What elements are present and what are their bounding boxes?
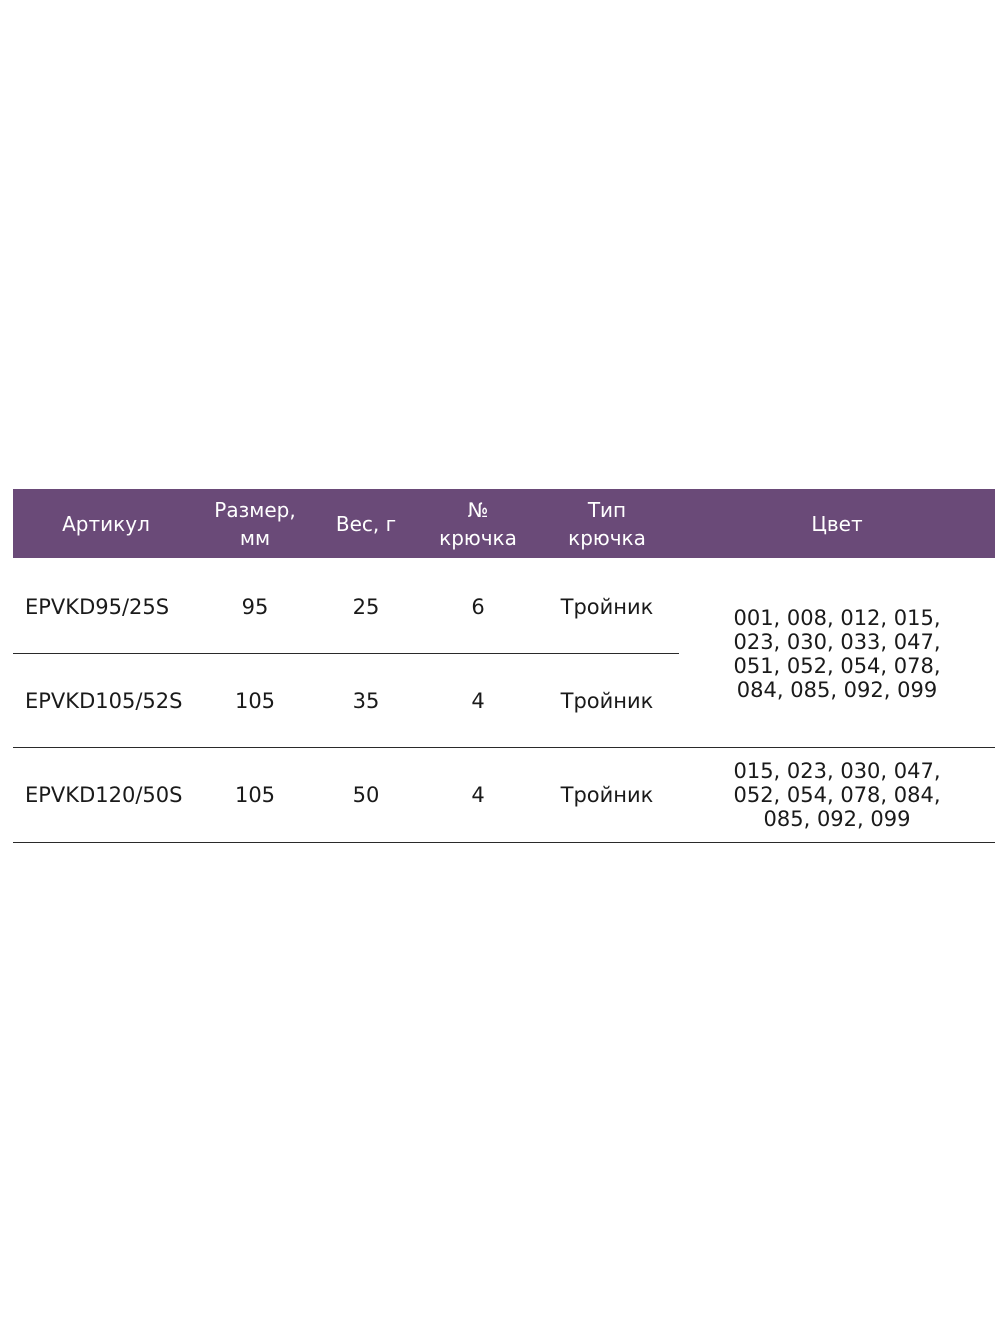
header-color: Цвет [811,511,863,536]
row-2-weight: 35 [352,689,380,713]
row-2-size: 105 [234,689,276,713]
header-hook-type: Тип крючка [568,497,646,550]
header-size: Размер, мм [214,497,296,550]
row-3-weight: 50 [352,783,380,807]
header-weight: Вес, г [335,511,397,536]
row-3-article: EPVKD120/50S [25,783,183,807]
row-3-size: 105 [234,783,276,807]
row-3-hook-type: Тройник [560,783,654,807]
row-2-hook-number: 4 [471,689,485,713]
row-1-hook-number: 6 [471,595,485,619]
table-header [13,489,995,558]
header-article: Артикул [62,511,150,536]
product-spec-table [13,489,995,843]
header-hook-number: № крючка [439,497,517,550]
row-1-size: 95 [241,595,269,619]
table-bottom-border [13,842,995,843]
row-2-hook-type: Тройник [560,689,654,713]
row-3-hook-number: 4 [471,783,485,807]
row-1-article: EPVKD95/25S [25,595,170,619]
color-codes-group-2: 015, 023, 030, 047, 052, 054, 078, 084, 085, 092, 099 [733,759,941,831]
row-1-hook-type: Тройник [560,595,654,619]
color-codes-group-1: 001, 008, 012, 015, 023, 030, 033, 047, 051, 052, 054, 078, 084, 085, 092, 099 [733,605,941,702]
row-1-weight: 25 [352,595,380,619]
row-2-article: EPVKD105/52S [25,689,183,713]
